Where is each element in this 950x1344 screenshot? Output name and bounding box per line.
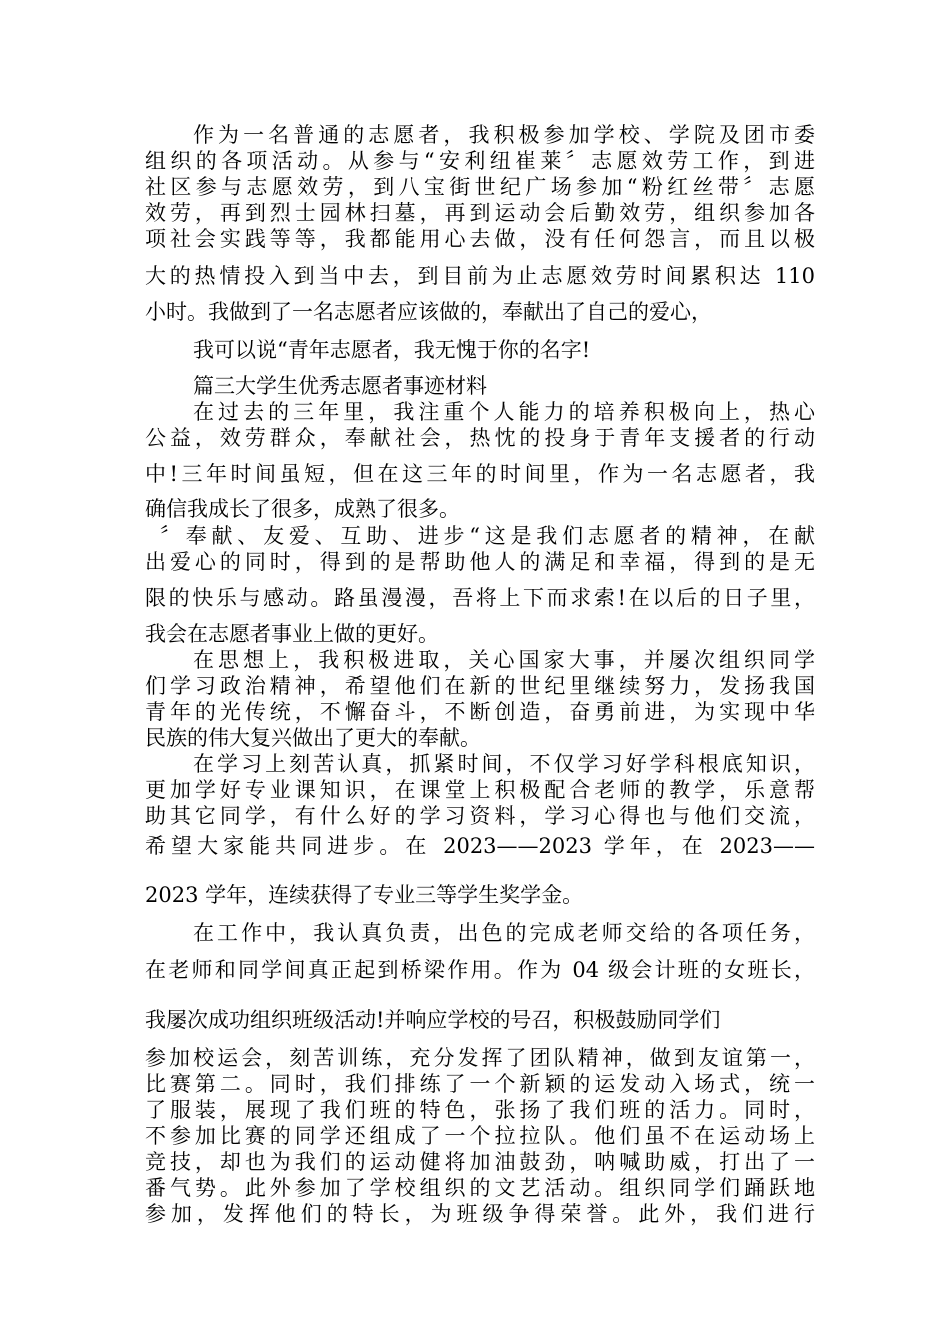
text-line: 参加，发挥他们的特长，为班级争得荣誉。此外，我们进行	[145, 1202, 815, 1226]
text-line: 在思想上，我积极进取，关心国家大事，并屡次组织同学	[193, 648, 815, 672]
text-line: 〞奉献、友爱、互助、进步“这是我们志愿者的精神，在献	[160, 524, 815, 548]
text-line: 希望大家能共同进步。在 2023——2023 学年，在 2023——	[145, 834, 815, 858]
text-line: 在学习上刻苦认真，抓紧时间，不仅学习好学科根底知识，	[193, 752, 815, 776]
text-line: 在老师和同学间真正起到桥梁作用。作为 04 级会计班的女班长，	[145, 958, 815, 982]
text-line: 比赛第二。同时，我们排练了一个新颖的运发动入场式，统一	[145, 1072, 815, 1096]
text-line: 在工作中，我认真负责，出色的完成老师交给的各项任务，	[193, 921, 815, 945]
text-line: 青年的光传统，不懈奋斗，不断创造，奋勇前进，为实现中华	[145, 700, 815, 724]
text-line: 民族的伟大复兴做出了更大的奉献。	[145, 726, 481, 750]
heading-text: 篇三大学生优秀志愿者事迹材料	[193, 374, 487, 398]
text-line: 2023 学年，连续获得了专业三等学生奖学金。	[145, 883, 584, 907]
text-line: 中!三年时间虽短，但在这三年的时间里，作为一名志愿者，我	[145, 462, 815, 486]
text-line: 项社会实践等等，我都能用心去做，没有任何怨言，而且以极	[145, 227, 815, 251]
text-line: 了服装，展现了我们班的特色，张扬了我们班的活力。同时，	[145, 1098, 815, 1122]
text-line: 番气势。此外参加了学校组织的文艺活动。组织同学们踊跃地	[145, 1176, 815, 1200]
text-line: 作为一名普通的志愿者，我积极参加学校、学院及团市委	[193, 123, 815, 147]
text-line: 更加学好专业课知识，在课堂上积极配合老师的教学，乐意帮	[145, 778, 815, 802]
text-line: 组织的各项活动。从参与“安利纽崔莱〞志愿效劳工作，到进	[145, 149, 815, 173]
text-line: 限的快乐与感动。路虽漫漫，吾将上下而求索!在以后的日子里，	[145, 586, 815, 610]
text-line: 我可以说“青年志愿者，我无愧于你的名字!	[193, 338, 591, 362]
text-line: 公益，效劳群众，奉献社会，热忱的投身于青年支援者的行动	[145, 426, 815, 450]
text-line: 效劳，再到烈士园林扫墓，再到运动会后勤效劳，组织参加各	[145, 201, 815, 225]
text-line: 确信我成长了很多，成熟了很多。	[145, 497, 460, 521]
text-line: 我会在志愿者事业上做的更好。	[145, 622, 439, 646]
text-line: 们学习政治精神，希望他们在新的世纪里继续努力，发扬我国	[145, 674, 815, 698]
text-line: 小时。我做到了一名志愿者应该做的，奉献出了自己的爱心，	[145, 300, 712, 324]
text-line: 不参加比赛的同学还组成了一个拉拉队。他们虽不在运动场上	[145, 1124, 815, 1148]
text-line: 我屡次成功组织班级活动!并响应学校的号召，积极鼓励同学们	[145, 1008, 721, 1032]
text-line: 竞技，却也为我们的运动健将加油鼓劲，呐喊助威，打出了一	[145, 1150, 815, 1174]
text-line: 在过去的三年里，我注重个人能力的培养积极向上，热心	[193, 400, 815, 424]
text-line: 社区参与志愿效劳，到八宝街世纪广场参加“粉红丝带〞志愿	[145, 175, 815, 199]
text-line: 参加校运会，刻苦训练，充分发挥了团队精神，做到友谊第一，	[145, 1046, 815, 1070]
text-line: 助其它同学，有什么好的学习资料，学习心得也与他们交流，	[145, 804, 815, 828]
text-line: 大的热情投入到当中去，到目前为止志愿效劳时间累积达 110	[145, 264, 815, 288]
text-line: 出爱心的同时，得到的是帮助他人的满足和幸福，得到的是无	[145, 550, 815, 574]
